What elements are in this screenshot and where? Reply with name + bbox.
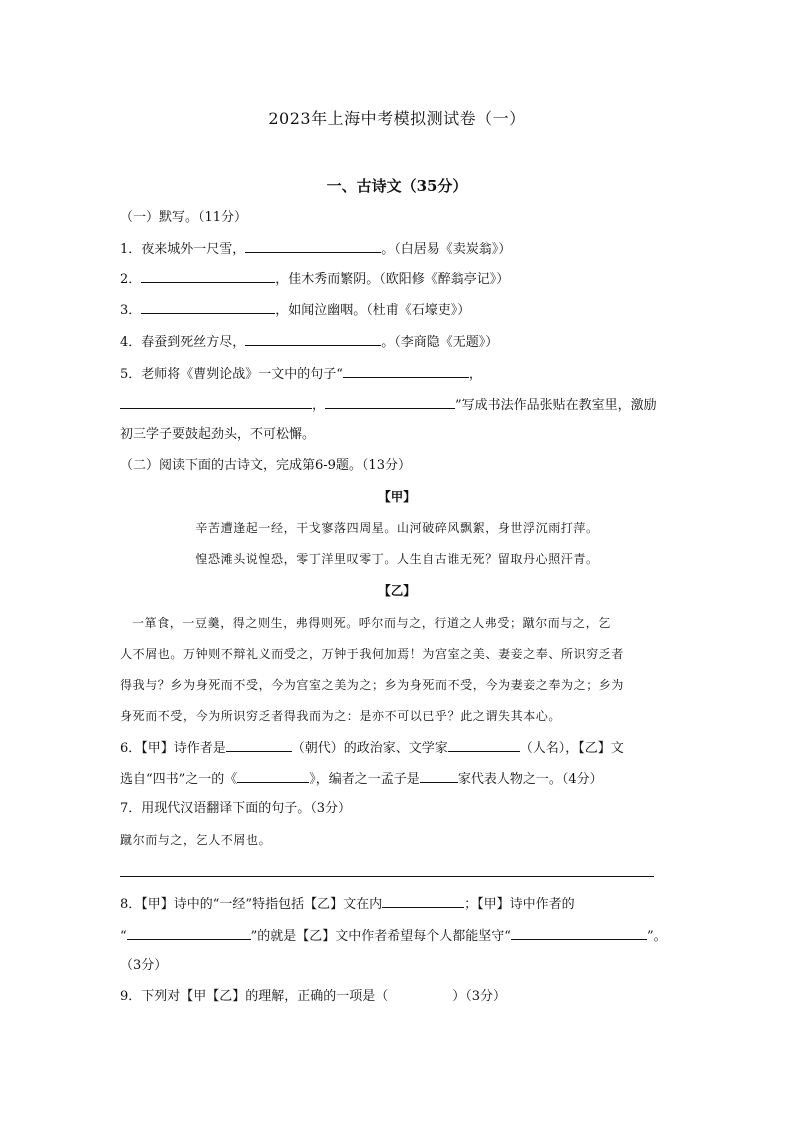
- question-8-line-2: [120, 925, 667, 947]
- q4-answer-blank[interactable]: [245, 331, 381, 346]
- q4-text-before: 4．春蚕到死丝方尽，: [120, 335, 246, 350]
- part1-header: （一）默写。（11分）: [120, 210, 248, 225]
- q5-comma-1: ，: [468, 367, 482, 382]
- q3-text-before: 3．: [120, 303, 142, 318]
- q6-text-mid-1: （朝代）的政治家、文学家: [291, 741, 448, 756]
- question-8-line-1: [120, 893, 575, 915]
- q3-text-after: ，如闻泣幽咽。（杜甫《石壕吏》）: [275, 303, 471, 318]
- q4-text-after: 。（李商隐《无题》）: [381, 335, 499, 350]
- q8-line2-mid: ”的就是【乙】文中作者希望每个人都能坚守“: [250, 929, 511, 944]
- jia-poem-line-1: 辛苦遭逢起一经，干戈寥落四周星。山河破碎风飘絮，身世浮沉雨打萍。: [195, 521, 599, 535]
- q8-text-mid: ；【甲】诗中作者的: [464, 897, 575, 912]
- q6-text-before: 6．【甲】诗作者是: [120, 741, 226, 756]
- part2-header: （二）阅读下面的古诗文，完成第6-9题。（13分）: [120, 458, 411, 473]
- question-5-line-2: [120, 394, 657, 416]
- q2-text-before: 2．: [120, 272, 142, 287]
- question-4: [120, 331, 498, 353]
- question-3: [120, 299, 470, 321]
- q1-text-before: 1．夜来城外一尺雪，: [120, 242, 246, 257]
- q6-text-mid-2: （人名），【乙】文: [519, 741, 624, 756]
- q6-line2-before: 选自“四书”之一的《: [120, 772, 238, 787]
- q6-author-blank[interactable]: [448, 737, 520, 752]
- q5-answer-blank-3[interactable]: [325, 394, 455, 409]
- q2-text-after: ，佳木秀而繁阴。（欧阳修《醉翁亭记》）: [275, 272, 510, 287]
- jia-poem-line-2: 惶恐滩头说惶恐，零丁洋里叹零丁。人生自古谁无死？留取丹心照汗青。: [195, 552, 599, 566]
- section-title: 一、古诗文（35分）: [326, 177, 468, 195]
- q6-book-blank[interactable]: [237, 768, 309, 783]
- q5-answer-blank-2[interactable]: [120, 394, 312, 409]
- q5-answer-blank-1[interactable]: [343, 363, 469, 378]
- page-title: 2023年上海中考模拟测试卷（一）: [268, 109, 526, 128]
- q6-line2-after: 家代表人物之一。（4分）: [457, 772, 603, 787]
- q6-dynasty-blank[interactable]: [226, 737, 292, 752]
- yi-text-line-1: 一箪食，一豆羹，得之则生，弗得则死。呼尔而与之，行道之人弗受；蹴尔而与之，乞: [132, 616, 611, 630]
- q8-answer-blank-3[interactable]: [511, 925, 647, 940]
- question-1: [120, 238, 511, 260]
- q9-text-before: 9．下列对【甲【乙】的理解，正确的一项是（: [120, 989, 389, 1004]
- q6-line2-mid: 》，编者之一孟子是: [309, 772, 420, 787]
- q1-answer-blank[interactable]: [245, 238, 381, 253]
- q6-school-blank[interactable]: [420, 768, 458, 783]
- q8-text-before: 8．【甲】诗中的“一经”特指包括【乙】文在内: [120, 897, 383, 912]
- yi-text-line-4: 身死而不受，今为所识穷乏者得我而为之：是亦不可以已乎？此之谓失其本心。: [120, 709, 562, 723]
- jia-label: 【甲】: [378, 489, 416, 504]
- q8-answer-blank-1[interactable]: [382, 893, 464, 908]
- question-7-sentence: 蹴尔而与之，乞人不屑也。: [120, 833, 272, 847]
- q3-answer-blank[interactable]: [141, 299, 275, 314]
- question-8-score: （3分）: [120, 958, 168, 973]
- q2-answer-blank[interactable]: [141, 268, 275, 283]
- q8-open-quote: “: [120, 929, 127, 944]
- yi-label: 【乙】: [378, 583, 416, 598]
- q5-text-before: 5．老师将《曹刿论战》一文中的句子“: [120, 367, 343, 382]
- yi-text-line-3: 得我与？乡为身死而不受，今为宫室之美为之；乡为身死而不受，今为妻妾之奉为之；乡为: [120, 678, 625, 692]
- question-6-line-2: [120, 768, 603, 790]
- q9-text-after: ）（3分）: [452, 989, 507, 1004]
- q8-close-quote: ”。: [646, 929, 667, 944]
- question-7-prompt: 7．用现代汉语翻译下面的句子。（3分）: [120, 801, 352, 816]
- question-6-line-1: [120, 737, 624, 759]
- question-9: [120, 987, 506, 1007]
- q5-text-after: ”写成书法作品张贴在教室里，激励: [455, 398, 657, 413]
- q1-text-after: 。（白居易《卖炭翁》）: [381, 242, 512, 257]
- question-5-line-3: 初三学子要鼓起劲头，不可松懈。: [120, 427, 316, 442]
- question-2: [120, 268, 509, 290]
- yi-text-line-2: 人不屑也。万钟则不辩礼义而受之，万钟于我何加焉！为宫室之美、妻妾之奉、所识穷乏者: [120, 647, 625, 661]
- q7-answer-line[interactable]: [120, 876, 654, 877]
- question-5-line-1: [120, 363, 482, 385]
- q5-comma-2: ，: [312, 398, 326, 413]
- q8-answer-blank-2[interactable]: [127, 925, 251, 940]
